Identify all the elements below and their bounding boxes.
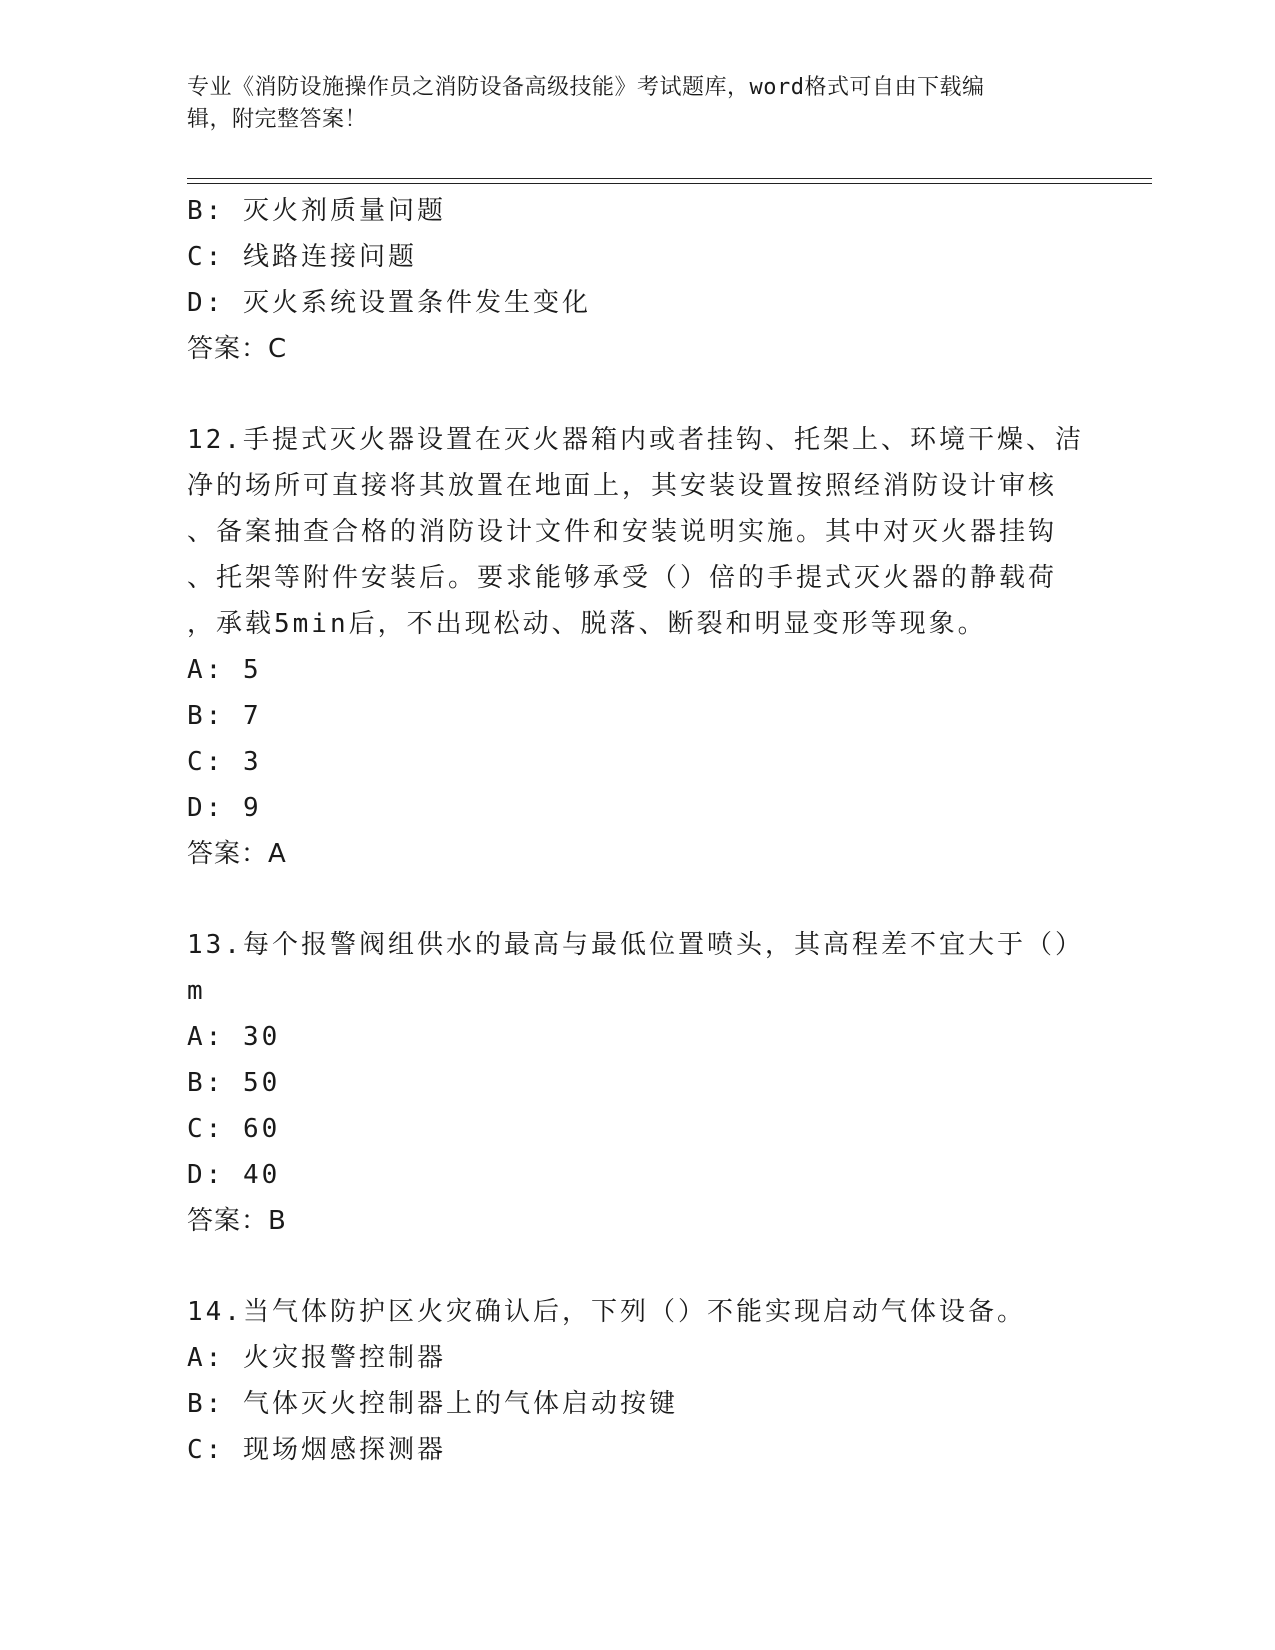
question-content: [187, 188, 1087, 1473]
answer-label: 答案：B: [187, 1206, 287, 1236]
question-stem-line: 净的场所可直接将其放置在地面上，其安装设置按照经消防设计审核: [187, 471, 1058, 501]
question-13: [187, 922, 1087, 1244]
spacer: [187, 1244, 1087, 1289]
question-stem-line: 12.手提式灭火器设置在灭火器箱内或者挂钩、托架上、环境干燥、洁: [187, 425, 1084, 455]
option-a: A: 5: [187, 655, 262, 685]
option-c: C: 60: [187, 1114, 281, 1144]
header-rule-bottom: [187, 183, 1152, 184]
spacer: [187, 372, 1087, 417]
option-b: B: 50: [187, 1068, 281, 1098]
answer-label: 答案：C: [187, 334, 288, 364]
document-header: [187, 72, 1067, 136]
option-c: C: 现场烟感探测器: [187, 1435, 446, 1465]
option-a: A: 火灾报警控制器: [187, 1343, 446, 1373]
option-b: B: 灭火剂质量问题: [187, 196, 446, 226]
header-rule-top: [187, 178, 1152, 179]
header-line-1: 专业《消防设施操作员之消防设备高级技能》考试题库，word格式可自由下载编: [187, 75, 985, 100]
option-c: C: 线路连接问题: [187, 242, 417, 272]
question-stem-line: 13.每个报警阀组供水的最高与最低位置喷头，其高程差不宜大于（）: [187, 930, 1084, 960]
option-d: D: 40: [187, 1160, 281, 1190]
answer-label: 答案：A: [187, 839, 287, 869]
question-stem-line: 14.当气体防护区火灾确认后，下列（）不能实现启动气体设备。: [187, 1297, 1026, 1327]
option-b: B: 7: [187, 701, 262, 731]
spacer: [187, 877, 1087, 922]
option-c: C: 3: [187, 747, 262, 777]
option-d: D: 9: [187, 793, 262, 823]
option-d: D: 灭火系统设置条件发生变化: [187, 288, 591, 318]
question-stem-line: ，承载5min后，不出现松动、脱落、断裂和明显变形等现象。: [187, 609, 987, 639]
option-b: B: 气体灭火控制器上的气体启动按键: [187, 1389, 678, 1419]
question-stem-line: 、托架等附件安装后。要求能够承受（）倍的手提式灭火器的静载荷: [187, 563, 1058, 593]
question-stem-line: 、备案抽查合格的消防设计文件和安装说明实施。其中对灭火器挂钩: [187, 517, 1058, 547]
option-a: A: 30: [187, 1022, 281, 1052]
question-11: [187, 188, 1087, 372]
question-12: [187, 417, 1087, 877]
question-stem-line: m: [187, 976, 206, 1006]
header-line-2: 辑，附完整答案！: [187, 107, 368, 132]
question-14: [187, 1289, 1087, 1473]
